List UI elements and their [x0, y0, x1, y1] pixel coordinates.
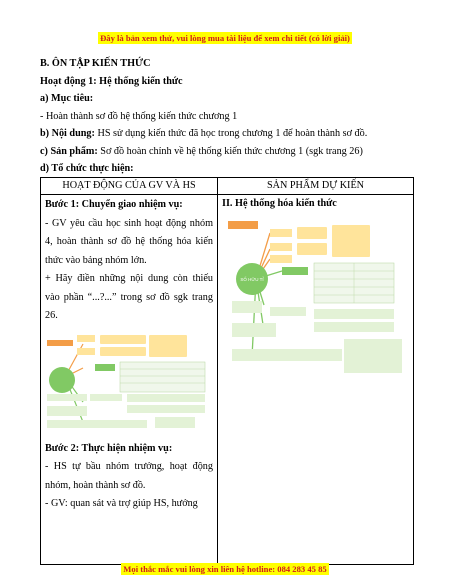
preview-notice-text: Đây là bản xem thử, vui lòng mua tài liệu để xem chi tiết (có lời giải)	[100, 33, 350, 43]
activities-cell	[41, 195, 218, 565]
products-title: II. Hệ thống hóa kiến thức	[222, 198, 337, 209]
activity-title: Hoạt động 1: Hệ thống kiến thức	[40, 75, 183, 87]
preview-notice-banner	[0, 33, 450, 43]
step2-title: Bước 2: Thực hiện nhiệm vụ:	[45, 442, 173, 454]
product-text: Sơ đồ hoàn chỉnh về hệ thống kiến thức chương 1 (sgk trang 26)	[97, 145, 363, 157]
column-header-activities: HOẠT ĐỘNG CỦA GV VÀ HS	[41, 178, 218, 195]
mindmap-image-large	[222, 219, 407, 377]
product-line	[40, 143, 415, 161]
hotline-text: Mọi thắc mắc vui lòng xin liên hệ hotline: 084 283 45 85	[123, 564, 327, 574]
document-body	[40, 55, 415, 178]
knowledge-diagram-large	[222, 219, 409, 377]
column-header-products: SẢN PHẨM DỰ KIẾN	[218, 178, 414, 195]
goal-text: - Hoàn thành sơ đồ hệ thống kiến thức chương 1	[40, 110, 238, 122]
section-title: B. ÔN TẬP KIẾN THỨC	[40, 58, 151, 69]
hotline-banner	[0, 564, 450, 574]
content-label: b) Nội dung:	[40, 128, 95, 139]
step2-text-1: - HS tự bầu nhóm trưởng, hoạt động nhóm, hoàn thành sơ đồ.	[45, 461, 213, 491]
content-line	[40, 125, 415, 143]
step2-text-2: - GV: quan sát và trợ giúp HS, hướng	[45, 498, 198, 509]
step1-text-2: + Hãy điền những nội dung còn thiếu vào phần “...?...” trong sơ đồ sgk trang 26.	[45, 273, 213, 321]
lesson-plan-table	[40, 177, 414, 565]
step1-text-1: - GV yêu cầu học sinh hoạt động nhóm 4, hoàn thành sơ đồ hệ thống hóa kiến thức vào bảng nhóm lớn.	[45, 217, 213, 266]
mindmap-image-small	[45, 332, 213, 432]
knowledge-diagram-small	[45, 332, 213, 432]
center-node-label: SỐ HỮU TỈ	[240, 277, 264, 282]
product-label: c) Sản phẩm:	[40, 145, 98, 157]
goal-label: a) Mục tiêu:	[40, 93, 94, 104]
content-text: HS sử dụng kiến thức đã học trong chương 1 để hoàn thành sơ đồ.	[94, 128, 368, 139]
products-cell	[218, 195, 414, 565]
organization-label: d) Tổ chức thực hiện:	[40, 163, 134, 174]
step1-title: Bước 1: Chuyển giao nhiệm vụ:	[45, 199, 183, 210]
